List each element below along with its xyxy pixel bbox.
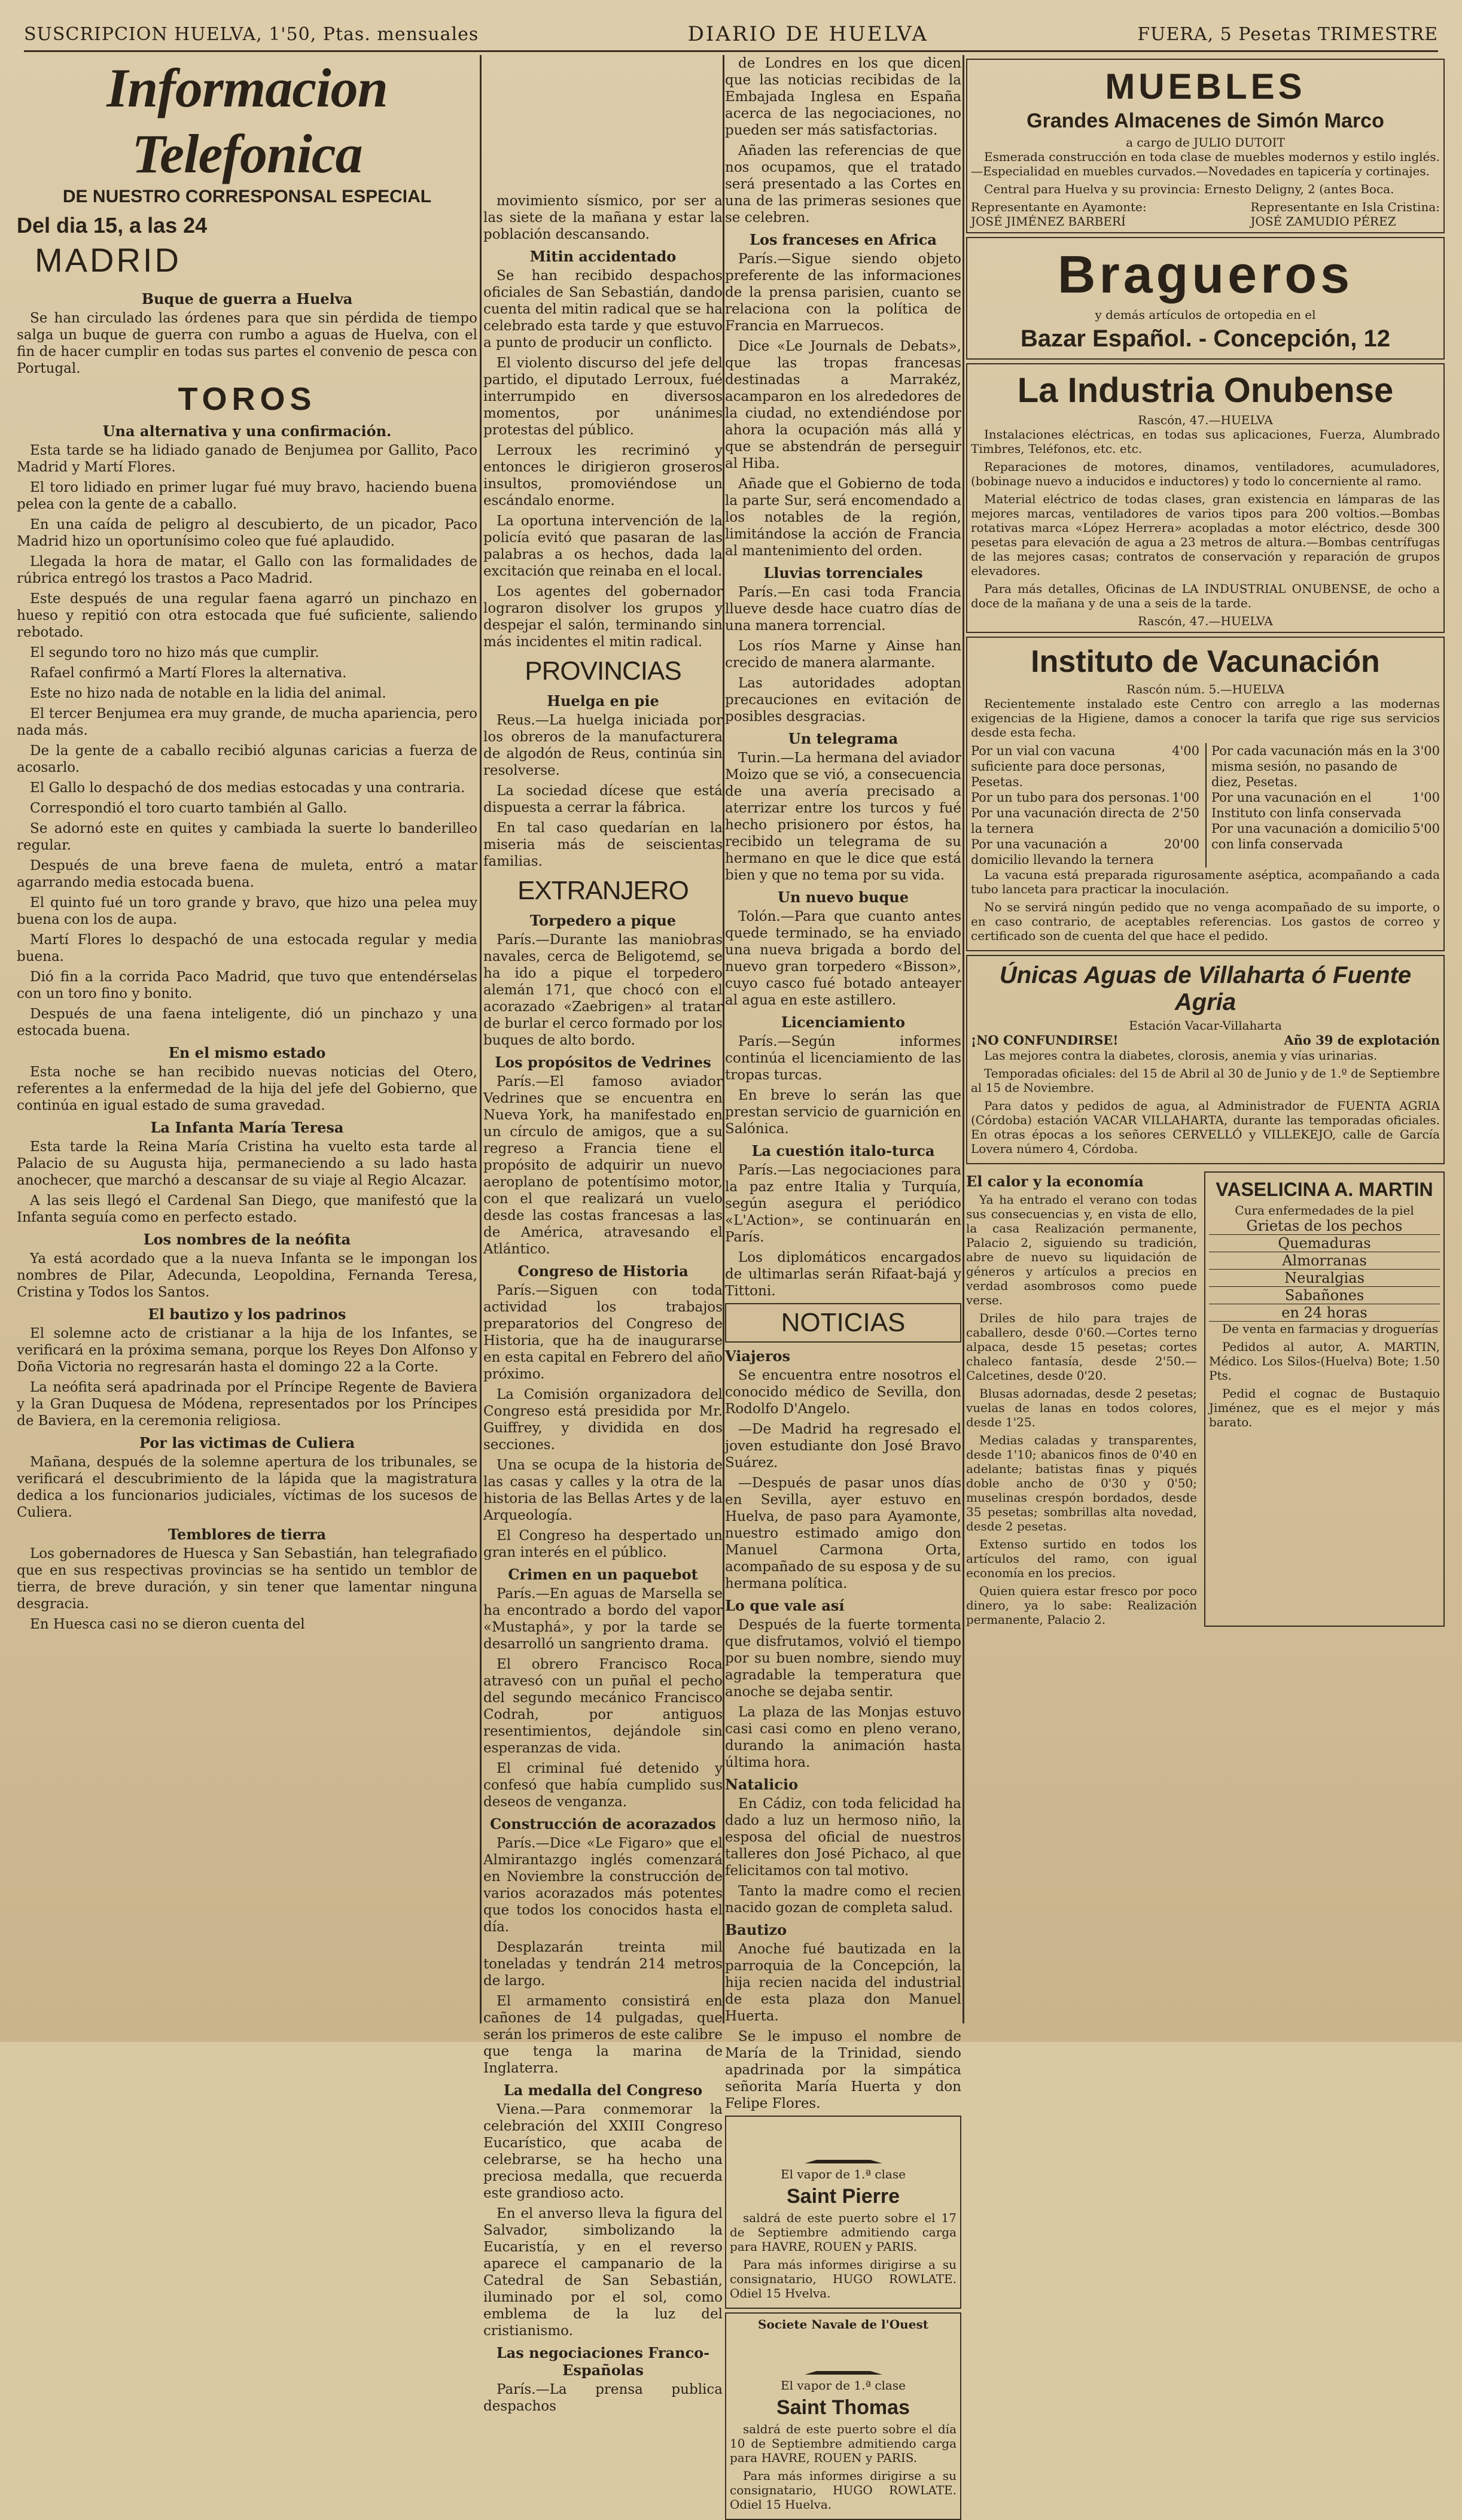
ad-text: JOSÉ JIMÉNEZ BARBERÍ xyxy=(971,214,1126,229)
paragraph: La Comisión organizadora del Congreso está presidida por Mr. Guiffrey, y dividida en dos secciones. xyxy=(483,1387,723,1453)
ad-text: La vacuna está preparada rigurosamente aséptica, acompañando a cada tubo lanceta para practicar la inoculación. xyxy=(971,868,1440,896)
section-heading: TOROS xyxy=(178,381,316,417)
paragraph: Martí Flores lo despachó de una estocada regular y media buena. xyxy=(17,932,477,964)
headline: Construcción de acorazados xyxy=(490,1815,716,1833)
ailment-item: Almorranas xyxy=(1209,1252,1440,1270)
paragraph: Dió fin a la corrida Paco Madrid, que tuvo que entendérselas con un toro fino y bonito. xyxy=(17,969,477,1002)
price-value: 5'00 xyxy=(1412,821,1440,836)
ad-headline: VASELICINA A. MARTIN xyxy=(1216,1179,1433,1200)
headline: Buque de guerra a Huelva xyxy=(141,290,353,308)
ship-name: Saint Thomas xyxy=(776,2396,910,2419)
headline: Los propósitos de Vedrines xyxy=(495,1054,711,1071)
price-row xyxy=(1211,790,1440,821)
paragraph: movimiento sísmico, por ser a las siete de la mañana y estar la población descansando. xyxy=(483,193,723,242)
paragraph: El tercer Benjumea era muy grande, de mucha apariencia, pero nada más. xyxy=(17,706,477,738)
ship-name: Saint Pierre xyxy=(787,2185,900,2208)
paragraph: Se adornó este en quites y cambiada la suerte lo banderilleo regular. xyxy=(17,821,477,853)
paragraph: Añaden las referencias de que nos ocupamos, que el tratado será presentado a las Cortes en una de las primeras sesiones que se celebren. xyxy=(725,143,961,226)
ad-text: El vapor de 1.ª clase xyxy=(781,2167,906,2181)
ad-text: El vapor de 1.ª clase xyxy=(781,2378,906,2393)
paragraph: Los diplomáticos encargados de ultimarlas serán Rifaat-bajá y Tittoni. xyxy=(725,1250,961,1299)
price-row xyxy=(971,805,1199,836)
ad-text: a cargo de JULIO DUTOIT xyxy=(1126,135,1285,150)
section-heading: NOTICIAS xyxy=(725,1303,961,1343)
ad-text: Rascón, 47.—HUELVA xyxy=(1138,614,1273,628)
headline: Lluvias torrenciales xyxy=(763,564,923,582)
paragraph: El criminal fué detenido y confesó que había cumplido sus deseos de venganza. xyxy=(483,1761,723,1810)
ad-text: Cura enfermedades de la piel xyxy=(1235,1203,1414,1218)
ad-vaselicina xyxy=(1204,1171,1445,1627)
paragraph: París.—Las negociaciones para la paz entre Italia y Turquía, según asegura el periódico «L'Action», se continuarán en París. xyxy=(725,1162,961,1245)
column-telephone-news xyxy=(17,55,477,2023)
paragraph: Añade que el Gobierno de toda la parte Sur, será encomendado a los notables de la región, limitándose la acción de Francia al mantenimiento del orden. xyxy=(725,476,961,559)
ailment-list xyxy=(1209,1218,1440,1322)
paragraph: Dice «Le Journals de Debats», que las tropas francesas destinadas a Marrakéz, acamparon en los alrededores de la ciudad, no extendiéndose por ahora la ocupación más allá y que se abstendrán de perseguir al Hiba. xyxy=(725,339,961,471)
headline: Crimen en un paquebot xyxy=(508,1566,698,1583)
price-row xyxy=(971,743,1199,790)
price-value: 4'00 xyxy=(1172,744,1199,758)
headline: La cuestión italo-turca xyxy=(751,1142,935,1159)
paragraph: El toro lidiado en primer lugar fué muy bravo, haciendo buena pelea con la gente de a caballo. xyxy=(17,480,477,512)
column-rule xyxy=(723,55,724,2023)
paragraph: De la gente de a caballo recibió algunas caricias a fuerza de acosarlo. xyxy=(17,743,477,775)
ad-text: Instalaciones eléctricas, en todas sus aplicaciones, Fuerza, Alumbrado Timbres, Teléfonos, etc. etc. xyxy=(971,427,1440,456)
price-label: Por una vacunación a domicilio con linfa conservada xyxy=(1211,821,1411,851)
price-label: Por una vacunación en el Instituto con linfa conservada xyxy=(1211,790,1402,820)
newspaper-name: DIARIO DE HUELVA xyxy=(687,22,928,46)
ad-text: Para datos y pedidos de agua, al Administrador de FUENTA AGRIA (Córdoba) estación VACAR VILLAHARTA, durante las temporadas oficiales. En otras épocas a los señores CERVELLÓ y VILLEKEJO, calle de García Lovera número 4, Córdoba. xyxy=(971,1098,1440,1156)
ad-text: JOSÉ ZAMUDIO PÉREZ xyxy=(1250,214,1396,229)
paragraph: Llegada la hora de matar, el Gallo con las formalidades de rúbrica entregó los trastos a Paco Madrid. xyxy=(17,554,477,586)
ad-text: Las mejores contra la diabetes, clorosis, anemia y vías urinarias. xyxy=(984,1048,1378,1063)
price-label: Por una vacunación directa de la ternera xyxy=(971,806,1165,836)
paragraph: Una se ocupa de la historia de las casas y calles y la otra de la historia de las Bellas Artes y de la Arqueología. xyxy=(483,1457,723,1523)
ad-industria-onubense xyxy=(966,363,1445,633)
headline: La medalla del Congreso xyxy=(503,2081,703,2099)
ship-icon xyxy=(805,2335,882,2375)
masthead xyxy=(24,18,1438,52)
paragraph: París.—Dice «Le Figaro» que el Almirantazgo inglés comenzará en Noviembre la construcción de varios acorazados más potentes que todos los conocidos hasta el día. xyxy=(483,1836,723,1935)
paragraph: de Londres en los que dicen que las noticias recibidas de la Embajada Inglesa en España acerca de las negociaciones, no pueden ser más satisfactorias. xyxy=(725,56,961,138)
headline: Viajeros xyxy=(725,1347,790,1365)
ad-headline: Instituto de Vacunación xyxy=(1031,644,1380,679)
paragraph: El segundo toro no hizo más que cumplir. xyxy=(30,645,319,661)
ad-saint-thomas xyxy=(725,2312,961,2520)
price-row xyxy=(971,790,1199,805)
headline: Licenciamiento xyxy=(781,1014,905,1031)
ad-text: Temporadas oficiales: del 15 de Abril al 30 de Junio y de 1.º de Septiembre al 15 de Noviembre. xyxy=(971,1066,1440,1095)
paragraph: París.—En casi toda Francia llueve desde hace cuatro días de una manera torrencial. xyxy=(725,585,961,634)
paragraph: Este después de una regular faena agarró un pinchazo en hueso y repitió con otra estocada que fué suficiente, saliendo rebotado. xyxy=(17,591,477,640)
paragraph: Los gobernadores de Huesca y San Sebastián, han telegrafiado que en sus respectivas provincias se ha sentido un temblor de tierra, de breve duración, y sin tener que lamentar ninguna desgracia. xyxy=(17,1546,477,1612)
ad-text: Esmerada construcción en toda clase de muebles modernos y estilo inglés.—Especialidad en muebles curvados.—Novedades en tapicería y cortinajes. xyxy=(971,150,1440,178)
ad-text: Rascón, 47.—HUELVA xyxy=(1138,413,1273,427)
section-heading: PROVINCIAS xyxy=(525,656,681,686)
column-rule xyxy=(480,55,482,2023)
headline: Los nombres de la neófita xyxy=(143,1231,351,1248)
ad-aguas-villaharta xyxy=(966,955,1445,1164)
ailment-item: en 24 horas xyxy=(1209,1304,1440,1322)
paragraph: Driles de hilo para trajes de caballero, desde 0'60.—Cortes terno alpaca, desde 15 pesetas; cortes chaleco fantasía, desde 2'50.—Calcetines, desde 0'20. xyxy=(966,1311,1197,1383)
paragraph: En el anverso lleva la figura del Salvador, simbolizando la Eucaristía, y en el reverso aparece el campanario de la Catedral de San Sebastián, iluminado por el sol, como emblema de la luz del cristianismo. xyxy=(483,2206,723,2339)
ad-text: Recientemente instalado este Centro con arreglo a las modernas exigencias de la Higiene, damos a conocer la tarifa que rige sus servicios desde esta fecha. xyxy=(971,696,1440,739)
price-value: 1'00 xyxy=(1412,790,1440,805)
ad-text: saldrá de este puerto sobre el 17 de Septiembre admitiendo carga para HAVRE, ROUEN y PARIS. xyxy=(730,2211,957,2254)
column-advertisements xyxy=(966,55,1445,2023)
headline: Mitin accidentado xyxy=(529,248,677,265)
headline: El calor y la economía xyxy=(966,1173,1144,1190)
paragraph: París.—En aguas de Marsella se ha encontrado a bordo del vapor «Mustaphá», y por la tarde se desarrolló un sangriento drama. xyxy=(483,1586,723,1652)
headline: Una alternativa y una confirmación. xyxy=(102,422,392,440)
paragraph: Turin.—La hermana del aviador Moizo que se vió, a consecuencia de una avería precisado a aterrizar entre los turcos y fué hecho prisionero por éstos, ha recibido un telegrama de su hermano en que le dice que está bien y que no tema por su vida. xyxy=(725,750,961,883)
paragraph: París.—La prensa publica despachos xyxy=(483,2382,723,2414)
headline: Bautizo xyxy=(725,1921,787,1938)
ad-text: Para más informes dirigirse a su consignatario, HUGO ROWLATE. Odiel 15 Hvelva. xyxy=(730,2257,957,2300)
paragraph: Los ríos Marne y Ainse han crecido de manera alarmante. xyxy=(725,638,961,671)
paragraph: Ya está acordado que a la nueva Infanta se le impongan los nombres de Pilar, Adecunda, Leopoldina, Fernanda Teresa, Cristina y Todos los Santos. xyxy=(17,1251,477,1300)
company-name: Societe Navale de l'Ouest xyxy=(758,2317,928,2332)
ad-bragueros xyxy=(966,237,1445,360)
ad-text: Pedid el cognac de Bustaquio Jiménez, que es el mejor y más barato. xyxy=(1209,1386,1440,1429)
price-value: 20'00 xyxy=(1163,837,1199,851)
ad-saint-pierre xyxy=(725,2116,961,2309)
headline: Congreso de Historia xyxy=(517,1262,689,1280)
ad-text: Estación Vacar-Villaharta xyxy=(1129,1018,1282,1033)
paragraph: El solemne acto de cristianar a la hija de los Infantes, se verificará en la próxima semana, porque los Reyes Don Alfonso y Doña Victoria no regresarán hasta el domingo 22 a la Corte. xyxy=(17,1326,477,1375)
price-label: Por un tubo para dos personas. xyxy=(971,790,1170,805)
paragraph: París.—Sigue siendo objeto preferente de las informaciones de la prensa parisien, cuanto se relaciona con la política de Francia en Marruecos. xyxy=(725,251,961,334)
city-heading: MADRID xyxy=(35,241,181,279)
dateline: Del dia 15, a las 24 xyxy=(17,213,208,238)
ad-text: No se servirá ningún pedido que no venga acompañado de su importe, o en caso contrario, de aceptables referencias. Los gastos de correo y certificado son de cuenta del que hace el pedido. xyxy=(971,900,1440,943)
ailment-item: Sabañones xyxy=(1209,1287,1440,1304)
ad-headline: La Industria Onubense xyxy=(1017,371,1394,410)
ailment-item: Grietas de los pechos xyxy=(1209,1218,1440,1235)
ad-text: Material eléctrico de todas clases, gran existencia en lámparas de las mejores marcas, ventiladores de varios tipos para 200 voltios.—Bombas rotativas marca «López Herrera» acopladas a motor eléctrico, desde 300 pesetas para elevación de agua a 23 metros de altura.—Bombas centrífugas de las mejores casas; contratos de conservación y reparación de grupos elevadores. xyxy=(971,492,1440,578)
paragraph: Quien quiera estar fresco por poco dinero, ya lo sabe: Realización permanente, Palacio 2. xyxy=(966,1584,1197,1627)
paragraph: El quinto fué un toro grande y bravo, que hizo una pelea muy buena con los de aupa. xyxy=(17,895,477,927)
column-news-notices xyxy=(725,55,961,2512)
headline: Las negociaciones Franco-Españolas xyxy=(496,2344,710,2379)
headline: La Infanta María Teresa xyxy=(150,1119,344,1136)
paragraph: París.—El famoso aviador Vedrines que se encuentra en Nueva York, ha manifestado en un círculo de amigos, que a su regreso a Francia tiene el propósito de adquirir un nuevo aeroplano de potentísimo motor, con el que realizará un vuelo desde las costas francesas a las de América, atravesando el Atlántico. xyxy=(483,1074,723,1257)
ad-text: Año 39 de explotación xyxy=(1284,1033,1440,1048)
ad-subheadline: Bazar Español. - Concepción, 12 xyxy=(1021,325,1390,352)
headline: Temblores de tierra xyxy=(167,1526,327,1543)
section-heading: EXTRANJERO xyxy=(517,876,689,905)
price-row xyxy=(1211,821,1440,852)
ad-text: y demás artículos de ortopedia en el xyxy=(1095,308,1316,322)
paragraph: El violento discurso del jefe del partido, el diputado Lerroux, fué interrumpido en diversos momentos, por unánimes protestas del público. xyxy=(483,355,723,438)
paragraph: Extenso surtido en todos los artículos del ramo, con igual economía en los precios. xyxy=(966,1537,1197,1580)
paragraph: La neófita será apadrinada por el Príncipe Regente de Baviera y la Gran Duquesa de Módena, representados por los Príncipes de Baviera, en la ceremonia religiosa. xyxy=(17,1380,477,1429)
ad-text: Reparaciones de motores, dinamos, ventiladores, acumuladores, (bobinage nuevo a inducidos e inductores) y todo lo concerniente al ramo. xyxy=(971,459,1440,488)
paragraph: Rafael confirmó a Martí Flores la alternativa. xyxy=(30,665,347,681)
paragraph: Correspondió el toro cuarto también al Gallo. xyxy=(30,801,348,816)
paragraph: La plaza de las Monjas estuvo casi casi como en pleno verano, durando la animación hasta última hora. xyxy=(725,1705,961,1770)
ad-text: Pedidos al autor, A. MARTIN, Médico. Los Silos-(Huelva) Bote; 1.50 Pts. xyxy=(1209,1340,1440,1383)
section-subtitle: DE NUESTRO CORRESPONSAL ESPECIAL xyxy=(62,187,432,206)
ad-headline: Bragueros xyxy=(1057,245,1354,304)
paragraph: —De Madrid ha regresado el joven estudiante don José Bravo Suárez. xyxy=(725,1422,961,1471)
paragraph: A las seis llegó el Cardenal San Diego, que manifestó que la Infanta seguía como en perfecto estado. xyxy=(17,1193,477,1225)
paragraph: Se han recibido despachos oficiales de San Sebastián, dando cuenta del mitin radical que se ha celebrado esta tarde y que estuvo a punto de producir un conflicto. xyxy=(483,268,723,351)
paragraph: Tolón.—Para que cuanto antes quede terminado, se ha enviado una nueva brigada a bordo del nuevo gran torpedero «Bisson», cuyo casco fué botado anteayer al agua en este astillero. xyxy=(725,909,961,1008)
column-rule xyxy=(963,55,964,2023)
ad-text: Rascón núm. 5.—HUELVA xyxy=(1126,682,1285,696)
paragraph: Se encuentra entre nosotros el conocido médico de Sevilla, don Rodolfo D'Angelo. xyxy=(725,1368,961,1417)
headline: Un telegrama xyxy=(788,730,898,747)
paragraph: Blusas adornadas, desde 2 pesetas; vuelas de lanas en todos colores, desde 1'25. xyxy=(966,1386,1197,1429)
paragraph: Este no hizo nada de notable en la lidia del animal. xyxy=(30,686,386,701)
price-value: 3'00 xyxy=(1412,744,1440,758)
ad-vacunacion xyxy=(966,637,1445,951)
headline: Natalicio xyxy=(725,1776,799,1793)
paragraph: Esta tarde la Reina María Cristina ha vuelto esta tarde al Palacio de su Augusta hija, permaneciendo a su lado hasta anochecer, que marchó a descansar de su viaje al Regio Alcazar. xyxy=(17,1139,477,1188)
paragraph: Reus.—La huelga iniciada por los obreros de la manufacturera de algodón de Reus, continúa sin resolverse. xyxy=(483,713,723,778)
paragraph: Desplazarán treinta mil toneladas y tendrán 214 metros de largo. xyxy=(483,1940,723,1989)
subscription-outside: FUERA, 5 Pesetas TRIMESTRE xyxy=(1137,23,1438,45)
paragraph: Los agentes del gobernador lograron disolver los grupos y despejar el salón, terminando sin más incidentes el mitin radical. xyxy=(483,584,723,650)
paragraph: Mañana, después de la solemne apertura de los tribunales, se verificará el descubrimiento de la lápida que la magistratura dedica a los funcionarios judiciales, víctimas de los sucesos de Culiera. xyxy=(17,1454,477,1520)
price-label: Por un vial con vacuna suficiente para doce personas, Pesetas. xyxy=(971,744,1166,789)
paragraph: Esta tarde se ha lidiado ganado de Benjumea por Gallito, Paco Madrid y Martí Flores. xyxy=(17,443,477,475)
paragraph: Viena.—Para conmemorar la celebración del XXIII Congreso Eucarístico, que acaba de celebrarse, se ha hecho una preciosa medalla, que recuerda este grandioso acto. xyxy=(483,2102,723,2201)
paragraph: El obrero Francisco Roca atravesó con un puñal el pecho del segundo mecánico Francisco Codrah, por antiguos resentimientos, dejándole sin esperanzas de vida. xyxy=(483,1657,723,1756)
paragraph: En Cádiz, con toda felicidad ha dado a luz un hermoso niño, la esposa del oficial de nuestros talleres don José Pichaco, al que felicitamos con tal motivo. xyxy=(725,1796,961,1879)
price-value: 2'50 xyxy=(1172,806,1199,820)
headline: Un nuevo buque xyxy=(778,888,909,906)
section-title: Informacion Telefonica xyxy=(106,57,388,184)
headline: Torpedero a pique xyxy=(529,912,677,929)
paragraph: En una caída de peligro al descubierto, de un picador, Paco Madrid hizo un oportunísimo coleo que fué aplaudido. xyxy=(17,517,477,549)
ad-text: Representante en Ayamonte: xyxy=(971,200,1147,214)
headline: Huelga en pie xyxy=(547,692,659,710)
paragraph: El Congreso ha despertado un gran interés en el público. xyxy=(483,1528,723,1560)
paragraph: Se le impuso el nombre de María de la Trinidad, siendo apadrinada por la simpática señorita María Huerta y don Felipe Flores. xyxy=(725,2029,961,2111)
paragraph: El Gallo lo despachó de dos medias estocadas y una contraria. xyxy=(30,780,465,796)
ad-headline: Únicas Aguas de Villaharta ó Fuente Agria xyxy=(999,962,1412,1015)
ailment-item: Quemaduras xyxy=(1209,1235,1440,1252)
paragraph: En tal caso quedarían en la miseria más de seiscientas familias. xyxy=(483,820,723,869)
price-row xyxy=(971,836,1199,868)
paragraph: Ya ha entrado el verano con todas sus consecuencias y, en vista de ello, la casa Realización permanente, Palacio 2, siguiendo su tradición, abre de nuevo su liquidación de géneros y artículos a precios en verdad asombrosos como puede verse. xyxy=(966,1192,1197,1307)
ad-text: Para más informes dirigirse a su consignatario, HUGO ROWLATE. Odiel 15 Huelva. xyxy=(730,2469,957,2512)
paragraph: La sociedad dícese que está dispuesta a cerrar la fábrica. xyxy=(483,783,723,815)
headline: Por las victimas de Culiera xyxy=(139,1434,355,1451)
paragraph: Después de una breve faena de muleta, entró a matar agarrando media estocada buena. xyxy=(17,858,477,890)
ad-text: Representante en Isla Cristina: xyxy=(1250,200,1440,214)
paragraph: Tanto la madre como el recien nacido gozan de completa salud. xyxy=(725,1883,961,1916)
ad-text: De venta en farmacias y droguerías xyxy=(1222,1322,1439,1336)
headline: El bautizo y los padrinos xyxy=(148,1305,346,1323)
price-row xyxy=(1211,743,1440,790)
paragraph: Después de la fuerte tormenta que disfrutamos, volvió el tiempo por su buen nombre, siendo muy agradable la temperatura que anoche se dejaba sentir. xyxy=(725,1617,961,1700)
ad-text: Central para Huelva y su provincia: Ernesto Deligny, 2 (antes Boca. xyxy=(984,182,1394,196)
headline: Lo que vale así xyxy=(725,1597,845,1614)
ailment-item: Neuralgias xyxy=(1209,1270,1440,1287)
ad-subheadline: Grandes Almacenes de Simón Marco xyxy=(1027,109,1384,132)
paragraph: París.—Durante las maniobras navales, cerca de Beligotemd, se ha ido a pique el torpedero alemán 171, que chocó con el acorazado «Zaebrigen» al tratar de burlar el cerco formado por los buques de alto bordo. xyxy=(483,932,723,1048)
ship-icon xyxy=(805,2124,882,2163)
price-label: Por una vacunación a domicilio llevando la ternera xyxy=(971,837,1154,867)
headline: Los franceses en Africa xyxy=(750,231,937,248)
price-list-right xyxy=(1205,743,1440,868)
paragraph: Anoche fué bautizada en la parroquia de la Concepción, la hija recien nacida del industrial de esta plaza don Manuel Huerta. xyxy=(725,1941,961,2024)
paragraph: Se han circulado las órdenes para que sin pérdida de tiempo salga un buque de guerra con rumbo a aguas de Huelva, con el fin de hacer cumplir en todas sus partes el convenio de pesca con Portugal. xyxy=(17,311,477,376)
paragraph: Lerroux les recriminó y entonces le dirigieron groseros insultos, promoviéndose un escándalo enorme. xyxy=(483,443,723,509)
ad-text: saldrá de este puerto sobre el día 10 de Septiembre admitiendo carga para HAVRE, ROUEN y PARIS. xyxy=(730,2422,957,2465)
paragraph: París.—Siguen con toda actividad los trabajos preparatorios del Congreso de Historia, que ha de inaugurarse en esta capital en Febrero del año próximo. xyxy=(483,1283,723,1382)
ad-text: ¡NO CONFUNDIRSE! xyxy=(971,1033,1119,1048)
price-value: 1'00 xyxy=(1172,790,1199,805)
paragraph: La oportuna intervención de la policía evitó que pasaran de las palabras a os hechos, dada la excitación que reinaba en el local. xyxy=(483,513,723,579)
paragraph: Las autoridades adoptan precauciones en evitación de posibles desgracias. xyxy=(725,675,961,725)
paragraph: Medias caladas y transparentes, desde 1'10; abanicos finos de 0'40 en adelante; batistas finas y piqués doble ancho de 0'30 y 0'50; muselinas crespón bordados, desde 35 pesetas; sombrillas alta novedad, desde 2 pesetas. xyxy=(966,1433,1197,1533)
headline: En el mismo estado xyxy=(168,1044,326,1061)
paragraph: París.—Según informes continúa el licenciamiento de las tropas turcas. xyxy=(725,1034,961,1083)
subscription-local: SUSCRIPCION HUELVA, 1'50, Ptas. mensuales xyxy=(24,23,479,45)
price-list-left xyxy=(971,743,1199,868)
ad-text: Para más detalles, Oficinas de LA INDUSTRIAL ONUBENSE, de ocho a doce de la mañana y de una a seis de la tarde. xyxy=(971,582,1440,610)
ad-muebles xyxy=(966,59,1445,233)
paragraph: En breve lo serán las que prestan servicio de guarnición en Salónica. xyxy=(725,1088,961,1137)
paragraph: Después de una faena inteligente, dió un pinchazo y una estocada buena. xyxy=(17,1006,477,1039)
paragraph: —Después de pasar unos días en Sevilla, ayer estuvo en Huelva, de paso para Ayamonte, nuestro estimado amigo don Manuel Carmona Orta, acompañado de su esposa y de su hermana política. xyxy=(725,1475,961,1591)
ad-headline: MUEBLES xyxy=(1105,66,1306,106)
paragraph: El armamento consistirá en cañones de 14 pulgadas, que serán los primeros de este calibre que tenga la marina de Inglaterra. xyxy=(483,1994,723,2076)
paragraph: En Huesca casi no se dieron cuenta del xyxy=(30,1617,305,1632)
paragraph: Esta noche se han recibido nuevas noticias del Otero, referentes a la enfermedad de la hija del jefe del Gobierno, que continúa en igual estado de suma gravedad. xyxy=(17,1064,477,1113)
column-provinces-foreign xyxy=(483,55,723,2414)
price-label: Por cada vacunación más en la misma sesión, no pasando de diez, Pesetas. xyxy=(1211,744,1408,789)
